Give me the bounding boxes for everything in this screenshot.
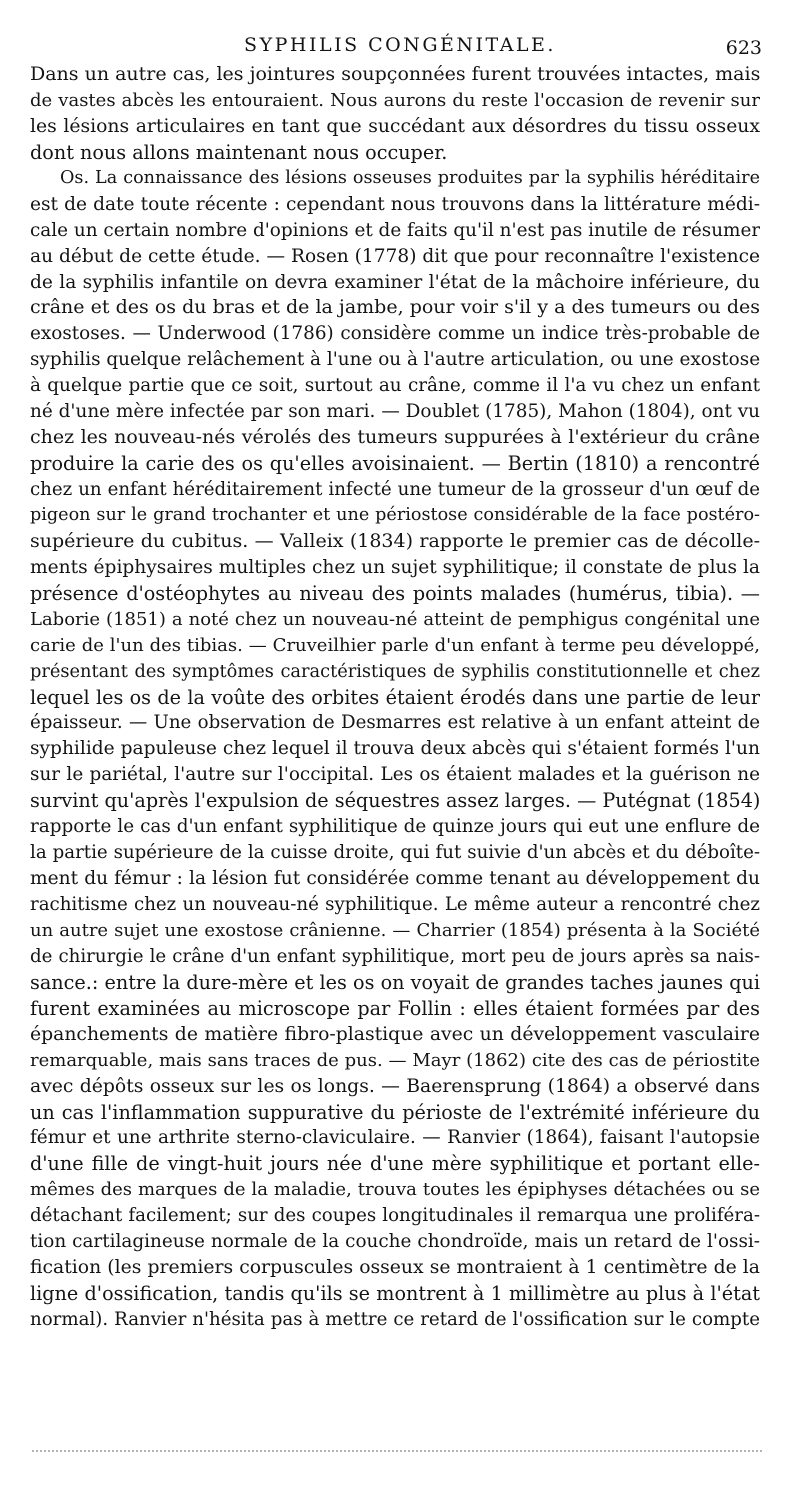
text-line: épaisseur. — Une observation de Desmarres est relative à un enfant atteint de: [30, 712, 760, 734]
text-line: remarquable, mais sans traces de pus. — Mayr (1862) cite des cas de périostite: [30, 1049, 760, 1071]
text-line: un autre sujet une exostose crânienne. — Charrier (1854) présenta à la Société: [30, 919, 760, 941]
text-line: au début de cette étude. — Rosen (1778) dit que pour reconnaître l'existence: [30, 245, 760, 267]
text-line: un cas l'inflammation suppurative du périoste de l'extrémité inférieure du: [30, 1100, 760, 1124]
text-line: fication (les premiers corpuscules osseux se montraient à 1 centimètre de la: [30, 1257, 760, 1279]
text-line: ments épiphysaires multiples chez un sujet syphilitique; il constate de plus la: [30, 556, 760, 578]
text-line: chez un enfant héréditairement infecté une tumeur de la grosseur d'un œuf de: [30, 479, 760, 500]
body-text: [30, 62, 760, 1333]
text-line: est de date toute récente : cependant nous trouvons dans la littérature médi-: [30, 193, 760, 215]
text-line: fémur et une arthrite sterno-claviculaire. — Ranvier (1864), faisant l'autopsie: [30, 1127, 760, 1149]
page-number: 623: [725, 37, 762, 59]
text-line: survint qu'après l'expulsion de séquestres assez larges. — Putégnat (1854): [30, 789, 760, 813]
text-line: chez les nouveau-nés vérolés des tumeurs suppurées à l'extérieur du crâne: [30, 426, 760, 449]
text-line: ligne d'ossification, tandis qu'ils se montrent à 1 millimètre au plus à l'état: [30, 1282, 760, 1306]
text-line: pigeon sur le grand trochanter et une périostose considérable de la face postéro-: [30, 504, 760, 525]
text-line: sur le pariétal, l'autre sur l'occipital. Les os étaient malades et la guérison ne: [30, 764, 760, 786]
text-line: dont nous allons maintenant nous occuper.: [30, 140, 448, 164]
text-line: Os. La connaissance des lésions osseuses produites par la syphilis héréditaire: [60, 167, 760, 188]
text-line: avec dépôts osseux sur les os longs. — Baerensprung (1864) a observé dans: [30, 1075, 760, 1097]
text-line: épanchements de matière fibro-plastique avec un développement vasculaire: [30, 1023, 760, 1045]
text-line: de vastes abcès les entouraient. Nous aurons du reste l'occasion de revenir sur: [30, 89, 760, 111]
text-line: ment du fémur : la lésion fut considérée comme tenant au développement du: [30, 868, 760, 890]
text-line: furent examinées au microscope par Follin : elles étaient formées par des: [30, 996, 760, 1020]
text-line: carie de l'un des tibias. — Cruveilhier parle d'un enfant à terme peu développé,: [30, 634, 760, 656]
text-line: cale un certain nombre d'opinions et de faits qu'il n'est pas inutile de résumer: [30, 219, 760, 241]
text-line: mêmes des marques de la maladie, trouva toutes les épiphyses détachées ou se: [30, 1179, 760, 1201]
text-line: les lésions articulaires en tant que succédant aux désordres du tissu osseux: [30, 115, 760, 137]
text-line: tion cartilagineuse normale de la couche chondroïde, mais un retard de l'ossi-: [30, 1231, 760, 1253]
running-head: [0, 30, 800, 60]
text-line: crâne et des os du bras et de la jambe, pour voir s'il y a des tumeurs ou des: [30, 296, 760, 319]
text-line: exostoses. — Underwood (1786) considère comme un indice très-probable de: [30, 323, 760, 345]
text-line: né d'une mère infectée par son mari. — Doublet (1785), Mahon (1804), ont vu: [30, 401, 760, 423]
text-line: syphilide papuleuse chez lequel il trouva deux abcès qui s'étaient formés l'un: [30, 738, 760, 760]
text-line: la partie supérieure de la cuisse droite, qui fut suivie d'un abcès et du déboîte-: [30, 842, 760, 864]
text-line: rapporte le cas d'un enfant syphilitique de quinze jours qui eut une enflure de: [30, 816, 760, 838]
text-line: d'une fille de vingt-huit jours née d'une mère syphilitique et portant elle-: [30, 1152, 760, 1176]
text-line: syphilis quelque relâchement à l'une ou à l'autre articulation, ou une exostose: [30, 349, 760, 371]
text-line: de la syphilis infantile on devra examiner l'état de la mâchoire inférieure, du: [30, 271, 760, 293]
text-line: présence d'ostéophytes au niveau des points malades (humérus, tibia). —: [30, 581, 760, 605]
text-line: rachitisme chez un nouveau-né syphilitique. Le même auteur a rencontré chez: [30, 894, 760, 915]
text-line: sance.: entre la dure-mère et les os on voyait de grandes taches jaunes qui: [30, 970, 760, 994]
running-title: SYPHILIS CONGÉNITALE.: [244, 34, 556, 56]
text-line: Dans un autre cas, les jointures soupçonnées furent trouvées intactes, mais: [30, 63, 760, 85]
text-line: détachant facilement; sur des coupes longitudinales il remarqua une proliféra-: [30, 1205, 760, 1227]
text-line: présentant des symptômes caractéristiques de syphilis constitutionnelle et chez: [30, 660, 760, 682]
text-line: supérieure du cubitus. — Valleix (1834) rapporte le premier cas de décolle-: [30, 529, 760, 552]
footer-dotted-rule: [32, 1450, 762, 1452]
text-line: Laborie (1851) a noté chez un nouveau-né atteint de pemphigus congénital une: [30, 608, 760, 630]
text-line: normal). Ranvier n'hésita pas à mettre ce retard de l'ossification sur le compte: [30, 1309, 760, 1330]
text-line: à quelque partie que ce soit, surtout au crâne, comme il l'a vu chez un enfant: [30, 375, 760, 397]
text-line: lequel les os de la voûte des orbites étaient érodés dans une partie de leur: [30, 685, 760, 709]
text-line: produire la carie des os qu'elles avoisinaient. — Bertin (1810) a rencontré: [30, 452, 760, 476]
text-line: de chirurgie le crâne d'un enfant syphilitique, mort peu de jours après sa nais-: [30, 945, 760, 967]
